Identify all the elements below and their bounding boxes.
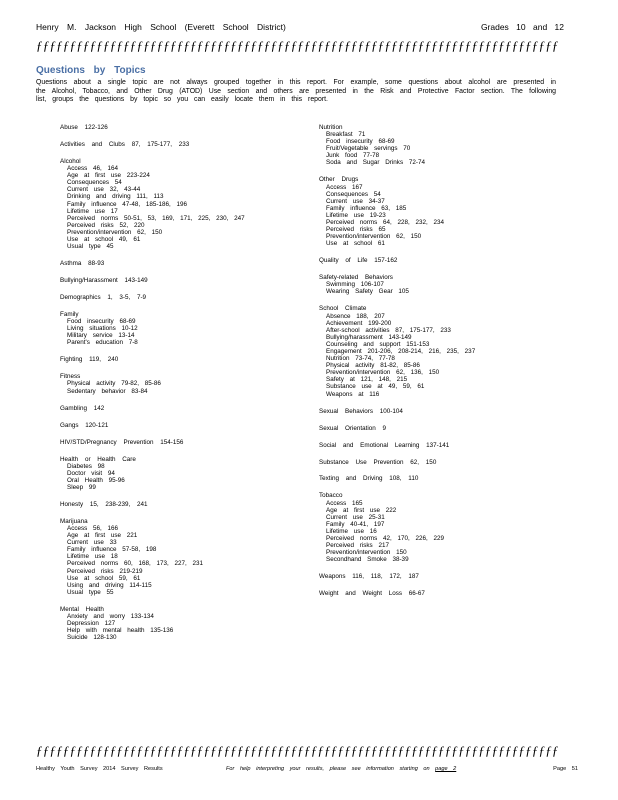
topic-group	[319, 492, 559, 563]
subtopic-item: Use at school 61	[326, 240, 385, 248]
subtopic-item: Perceived risks 219-219	[67, 567, 143, 575]
topic-group	[60, 422, 295, 429]
subtopic-item: Wearing Safety Gear 105	[326, 288, 409, 296]
footer-help-sentence: For help interpreting your results, please see information starting on	[226, 766, 430, 772]
topics-left-column	[60, 124, 295, 651]
topic-group	[319, 408, 559, 415]
subtopic-item: Swimming 106-107	[326, 281, 384, 289]
subtopic-item: Counseling and support 151-153	[326, 340, 430, 348]
topic-group	[60, 501, 295, 508]
topic-group	[319, 442, 559, 449]
subtopic-item: Lifetime use 17	[67, 207, 118, 215]
subtopic-item: Living situations 10-12	[67, 325, 138, 333]
topic-title: Substance Use Prevention 62, 150	[319, 458, 437, 466]
school-name: Henry M. Jackson High School (Everett School District)	[36, 22, 286, 32]
topic-group	[319, 459, 559, 466]
page-footer	[36, 766, 578, 776]
subtopic-item: Perceived norms 60, 168, 173, 227, 231	[67, 560, 204, 568]
topic-title: Demographics 1, 3-5, 7-9	[60, 294, 147, 302]
subtopic-item: Family influence 63, 185	[326, 204, 407, 212]
topic-title: Texting and Driving 108, 110	[319, 475, 419, 483]
subtopic-item: Oral Health 95-96	[67, 476, 125, 484]
topic-title: Gangs 120-121	[60, 421, 109, 429]
subtopic-item: Doctor visit 94	[67, 469, 115, 477]
topic-group	[60, 606, 295, 641]
topic-title: Fitness	[60, 373, 81, 381]
topic-title: Safety-related Behaviors	[319, 274, 393, 282]
subtopic-item: Prevention/intervention 62, 150	[67, 228, 163, 236]
topics-right-column	[319, 124, 559, 607]
subtopic-item: Weapons at 116	[326, 390, 380, 398]
subtopic-item: Use at school 59, 61	[67, 574, 141, 582]
subtopic-item: Food insecurity 68-69	[67, 318, 136, 326]
subtopic-item: Secondhand Smoke 38-39	[326, 556, 409, 564]
subtopic-item: Bullying/harassment 143-149	[326, 333, 412, 341]
subtopic-item: Lifetime use 19-23	[326, 211, 386, 219]
subtopic-item: Lifetime use 16	[326, 527, 377, 535]
subtopic-item: Depression 127	[67, 619, 116, 627]
topic-title: Abuse 122-126	[60, 124, 108, 131]
topic-title: Quality of Life 157-162	[319, 257, 398, 265]
topic-group	[319, 573, 559, 580]
subtopic-item: Using and driving 114-115	[67, 581, 152, 589]
topic-group	[60, 373, 295, 394]
subtopic-item: Usual type 45	[67, 243, 114, 251]
bottom-divider: ƒƒƒƒƒƒƒƒƒƒƒƒƒƒƒƒƒƒƒƒƒƒƒƒƒƒƒƒƒƒƒƒƒƒƒƒƒƒƒƒƒƒƒƒƒƒƒƒƒƒƒƒƒƒƒƒƒƒƒƒƒƒƒƒƒƒƒƒƒƒƒƒƒƒƒƒƒƒ	[36, 743, 559, 758]
subtopic-item: After-school activities 87, 175-177, 233	[326, 326, 451, 334]
subtopic-item: Food insecurity 68-69	[326, 138, 395, 146]
subtopic-item: Perceived norms 64, 228, 232, 234	[326, 219, 445, 227]
topic-group	[319, 176, 559, 247]
topic-title: Asthma 88-93	[60, 260, 105, 268]
topic-group	[319, 590, 559, 597]
intro-paragraph: Questions about a single topic are not always grouped together in this report. For example, some questions about alcohol are presented in the Alcohol, Tobacco, and Other Drug (ATOD) Use section and others are presented in the Risk and Protective Factor section. The following list, groups the questions by topic so you can easily locate them in this report.	[36, 79, 556, 104]
subtopic-item: Soda and Sugar Drinks 72-74	[326, 159, 425, 167]
subtopic-item: Junk food 77-78	[326, 152, 380, 160]
subtopic-item: Family influence 57-58, 198	[67, 546, 157, 554]
subtopic-item: Drinking and driving 111, 113	[67, 193, 164, 201]
topic-group	[60, 356, 295, 363]
page-number: Page 51	[553, 766, 578, 772]
topic-title: HIV/STD/Pregnancy Prevention 154-156	[60, 438, 184, 446]
subtopic-item: Consequences 54	[67, 179, 122, 187]
topic-title: Bullying/Harassment 143-149	[60, 277, 148, 285]
subtopic-item: Age at first use 221	[67, 532, 138, 540]
subtopic-item: Consequences 54	[326, 190, 381, 198]
subtopic-item: Family influence 47-48, 185-186, 196	[67, 200, 187, 208]
topic-group	[60, 124, 295, 131]
subtopic-item: Perceived norms 42, 170, 226, 229	[326, 535, 445, 543]
topic-group	[319, 305, 559, 397]
grades-label: Grades 10 and 12	[480, 22, 564, 32]
topic-group	[319, 274, 559, 295]
topic-title: Alcohol	[60, 157, 81, 165]
subtopic-item: Diabetes 98	[67, 462, 105, 470]
topic-title: School Climate	[319, 305, 367, 313]
section-title: Questions by Topics	[36, 65, 146, 76]
topic-title: Marijuana	[60, 517, 88, 525]
topic-group	[60, 518, 295, 596]
subtopic-item: Breakfast 71	[326, 131, 366, 139]
subtopic-item: Prevention/intervention 150	[326, 549, 407, 557]
subtopic-item: Current use 25-31	[326, 513, 385, 521]
subtopic-item: Parent's education 7-8	[67, 339, 138, 347]
subtopic-item: Engagement 201-206, 208-214, 216, 235, 237	[326, 348, 476, 355]
top-divider: ƒƒƒƒƒƒƒƒƒƒƒƒƒƒƒƒƒƒƒƒƒƒƒƒƒƒƒƒƒƒƒƒƒƒƒƒƒƒƒƒƒƒƒƒƒƒƒƒƒƒƒƒƒƒƒƒƒƒƒƒƒƒƒƒƒƒƒƒƒƒƒƒƒƒƒƒƒƒ	[36, 38, 559, 53]
subtopic-item: Age at first use 223-224	[67, 172, 150, 180]
subtopic-item: Sedentary behavior 83-84	[67, 387, 148, 395]
topic-title: Weight and Weight Loss 66-67	[319, 590, 425, 598]
topic-title: Sexual Behaviors 100-104	[319, 407, 403, 415]
subtopic-item: Safety at 121, 148, 215	[326, 376, 408, 384]
subtopic-item: Substance use at 49, 59, 61	[326, 383, 425, 391]
topic-title: Health or Health Care	[60, 455, 136, 463]
topic-title: Fighting 119, 240	[60, 356, 119, 364]
subtopic-item: Perceived risks 52, 220	[67, 221, 145, 229]
topic-group	[60, 260, 295, 267]
subtopic-item: Age at first use 222	[326, 506, 397, 514]
subtopic-item: Perceived norms 50-51, 53, 169, 171, 225, 230, 247	[67, 214, 245, 222]
topic-group	[319, 124, 559, 167]
subtopic-item: Access 167	[326, 183, 363, 191]
topic-group	[60, 439, 295, 446]
subtopic-item: Absence 188, 207	[326, 312, 385, 320]
topic-title: Gambling 142	[60, 404, 105, 412]
topic-title: Honesty 15, 238-239, 241	[60, 500, 148, 508]
subtopic-item: Fruit/Vegetable servings 70	[326, 145, 411, 153]
subtopic-item: Usual type 55	[67, 588, 114, 596]
topic-title: Sexual Orientation 9	[319, 424, 387, 432]
subtopic-item: Anxiety and worry 133-134	[67, 612, 154, 620]
subtopic-item: Family 40-41, 197	[326, 520, 385, 528]
subtopic-item: Perceived risks 65	[326, 226, 386, 234]
topic-title: Activities and Clubs 87, 175-177, 233	[60, 140, 190, 148]
subtopic-item: Physical activity 81-82, 85-86	[326, 362, 420, 370]
topic-group	[60, 277, 295, 284]
topic-group	[60, 311, 295, 346]
footer-survey-name: Healthy Youth Survey 2014 Survey Results	[36, 766, 163, 772]
subtopic-item: Achievement 199-200	[326, 319, 392, 327]
subtopic-item: Prevention/intervention 62, 150	[326, 233, 422, 241]
subtopic-item: Perceived risks 217	[326, 542, 389, 550]
topic-title: Tobacco	[319, 492, 343, 500]
subtopic-item: Suicide 128-130	[67, 634, 117, 642]
topic-title: Other Drugs	[319, 176, 359, 184]
topic-title: Nutrition	[319, 124, 343, 131]
subtopic-item: Physical activity 79-82, 85-86	[67, 380, 161, 388]
topic-group	[319, 425, 559, 432]
subtopic-item: Current use 34-37	[326, 197, 385, 205]
subtopic-item: Sleep 99	[67, 483, 96, 491]
page-2-link[interactable]: page 2	[435, 766, 457, 772]
topic-title: Social and Emotional Learning 137-141	[319, 441, 450, 449]
subtopic-item: Use at school 49, 61	[67, 236, 141, 243]
topic-group	[60, 456, 295, 491]
topic-title: Mental Health	[60, 605, 104, 613]
subtopic-item: Access 46, 164	[67, 165, 119, 173]
subtopic-item: Prevention/intervention 62, 136, 150	[326, 369, 440, 377]
subtopic-item: Access 165	[326, 499, 363, 507]
topic-group	[60, 141, 295, 148]
topic-group	[319, 257, 559, 264]
subtopic-item: Nutrition 73-74, 77-78	[326, 355, 395, 363]
subtopic-item: Current use 32, 43-44	[67, 186, 141, 194]
topic-group	[60, 294, 295, 301]
subtopic-item: Current use 33	[67, 539, 117, 547]
subtopic-item: Military service 13-14	[67, 332, 135, 340]
subtopic-item: Access 56, 166	[67, 524, 119, 532]
topic-group	[60, 405, 295, 412]
subtopic-item: Help with mental health 135-136	[67, 627, 174, 635]
subtopic-item: Lifetime use 18	[67, 553, 118, 561]
footer-help-text	[226, 766, 456, 772]
topic-group	[60, 158, 295, 250]
topic-title: Family	[60, 311, 79, 319]
topic-title: Weapons 116, 118, 172, 187	[319, 573, 419, 581]
page-header	[36, 22, 564, 34]
topic-group	[319, 475, 559, 482]
